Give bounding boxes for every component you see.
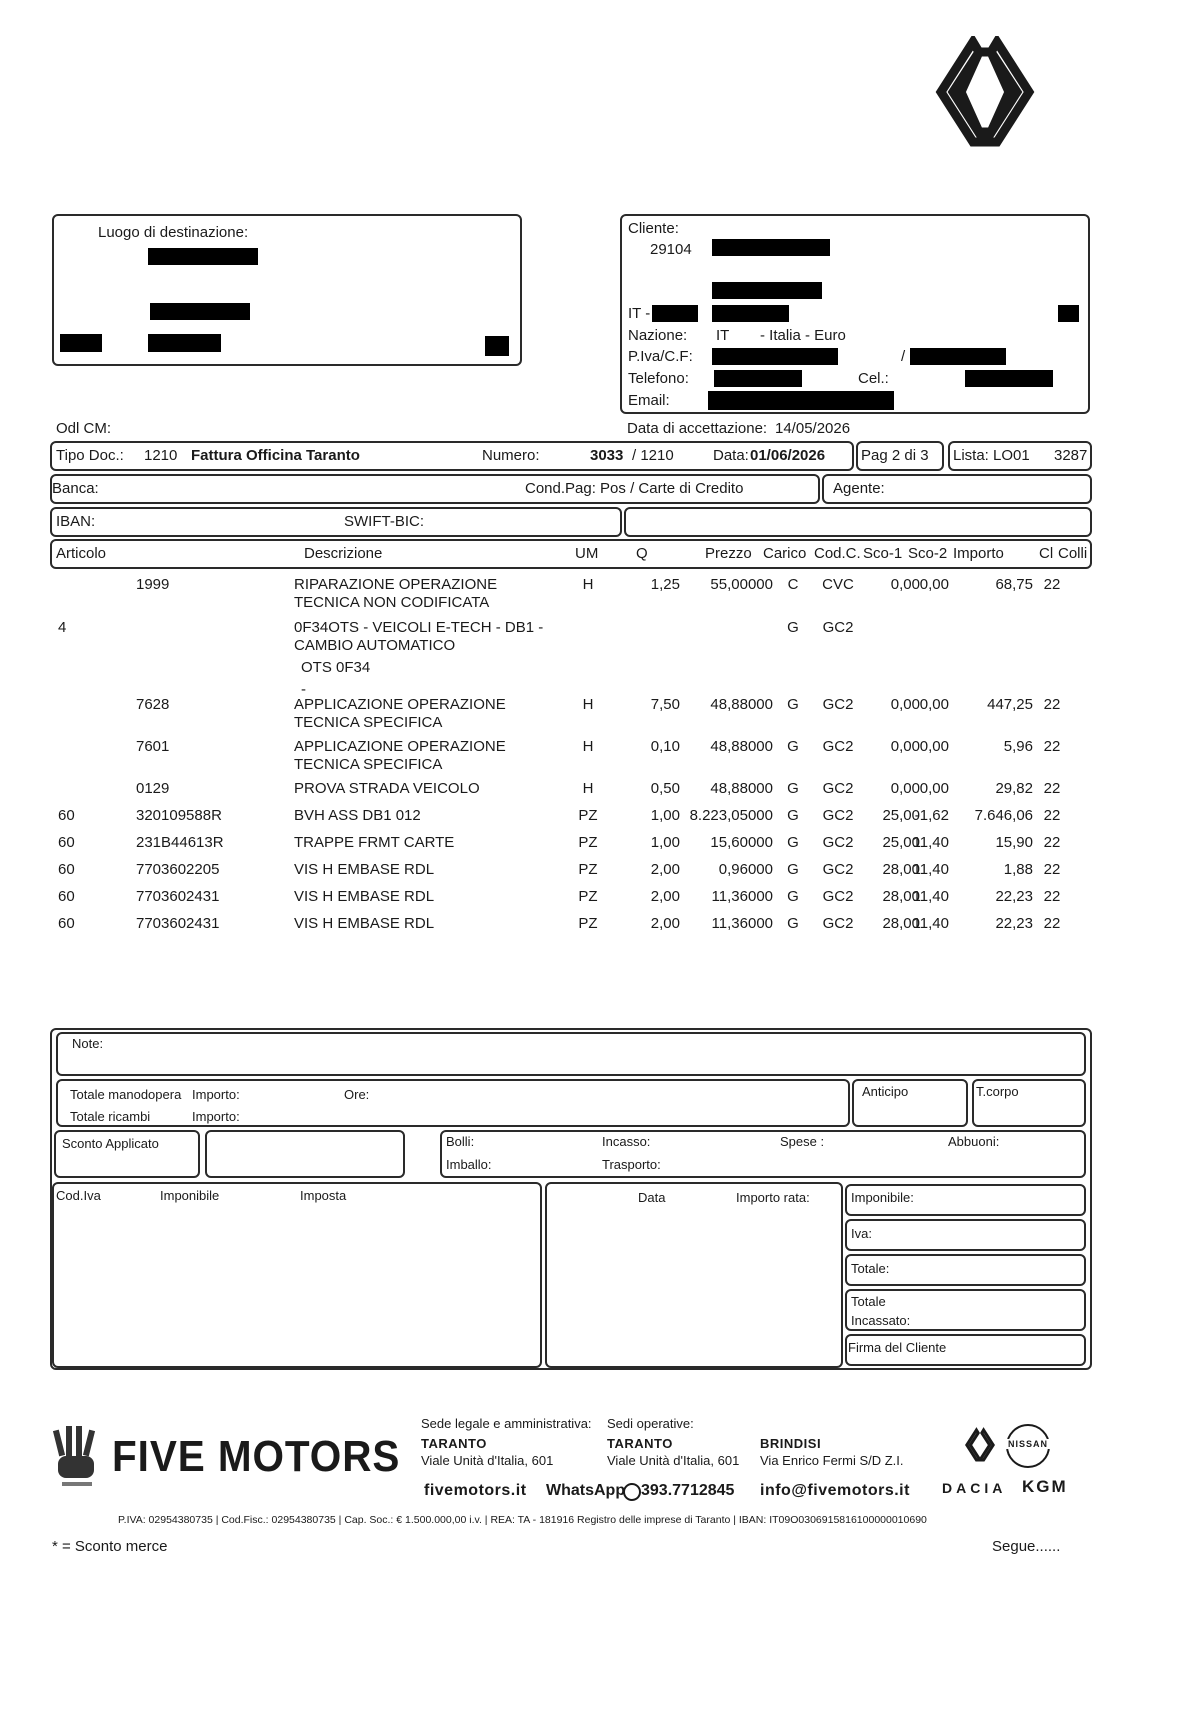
row-carico: G: [787, 888, 799, 905]
row-description: 0F34OTS - VEICOLI E-TECH - DB1 -: [294, 619, 544, 636]
row-description: TRAPPE FRMT CARTE: [294, 834, 455, 851]
importo-rata-label: Importo rata:: [736, 1190, 810, 1205]
row-article: 7703602205: [136, 861, 220, 878]
row-cl: 22: [1043, 861, 1061, 878]
row-um: PZ: [578, 807, 598, 824]
row-description: VIS H EMBASE RDL: [294, 861, 435, 878]
row-carico: G: [787, 696, 799, 713]
abbuoni-label: Abbuoni:: [948, 1134, 1000, 1149]
bolli-label: Bolli:: [446, 1134, 475, 1149]
note-box: [56, 1032, 1086, 1076]
row-article: 7628: [136, 696, 170, 713]
vat-box: [52, 1182, 542, 1368]
continues-label: Segue......: [992, 1538, 1061, 1555]
row-price: 0,96000: [718, 861, 773, 878]
row-codc: GC2: [822, 738, 854, 755]
row-prefix: 60: [58, 807, 75, 824]
bank-label: Banca:: [52, 480, 99, 497]
tot-mano-importo-label: Importo:: [192, 1087, 240, 1102]
row-article: 0129: [136, 780, 170, 797]
odl-label: Odl CM:: [56, 420, 112, 437]
row-importo: 22,23: [995, 915, 1033, 932]
rata-data-label: Data: [638, 1190, 666, 1205]
imposta-label: Imposta: [300, 1188, 347, 1203]
row-article: 7703602431: [136, 888, 220, 905]
nation-value: - Italia - Euro: [760, 327, 846, 344]
lista-label: Lista: LO01: [953, 447, 1030, 464]
row-codc: GC2: [822, 861, 854, 878]
col-header-descrizione: Descrizione: [304, 545, 383, 562]
address-1: Viale Unità d'Italia, 601: [421, 1453, 554, 1468]
summary-iva-box: [845, 1219, 1086, 1251]
row-carico: G: [787, 738, 799, 755]
brand-name: FIVE MOTORS: [112, 1432, 401, 1481]
redacted-block: [910, 348, 1006, 365]
email-label: Email:: [628, 392, 670, 409]
nissan-text: NISSAN: [998, 1439, 1058, 1449]
client-country-prefix: IT -: [628, 305, 651, 322]
row-price: 55,00000: [710, 576, 773, 593]
incasso-label: Incasso:: [602, 1134, 651, 1149]
redacted-block: [60, 334, 102, 352]
row-importo: 447,25: [987, 696, 1033, 713]
row-description: VIS H EMBASE RDL: [294, 888, 435, 905]
row-cl: 22: [1043, 780, 1061, 797]
row-description-line-2: CAMBIO AUTOMATICO: [294, 637, 456, 654]
col-header-sco1: Sco-1: [863, 545, 903, 562]
row-quantity: 2,00: [650, 888, 680, 905]
renault-small-logo-icon: [965, 1426, 995, 1464]
row-price: 48,88000: [710, 738, 773, 755]
row-sconto-2: 11,40: [912, 888, 949, 905]
doc-type-name: Fattura Officina Taranto: [191, 447, 360, 464]
row-price: 48,88000: [710, 696, 773, 713]
row-sconto-2: 11,40: [912, 834, 949, 851]
row-description: BVH ASS DB1 012: [294, 807, 421, 824]
summary-totale-label: Totale:: [851, 1261, 890, 1276]
row-price: 11,36000: [711, 915, 773, 932]
table-row: [0, 807, 1200, 827]
row-carico: G: [787, 619, 799, 636]
nation-label: Nazione:: [628, 327, 688, 344]
table-row: [0, 915, 1200, 935]
dacia-logo: DACIA: [942, 1480, 1007, 1496]
email-link[interactable]: info@fivemotors.it: [760, 1482, 910, 1499]
row-um: PZ: [578, 861, 598, 878]
row-description: PROVA STRADA VEICOLO: [294, 780, 480, 797]
redacted-block: [1058, 305, 1079, 322]
row-carico: G: [787, 861, 799, 878]
piva-separator: /: [901, 348, 906, 365]
row-sconto-2: 11,40: [912, 861, 949, 878]
row-price: 48,88000: [710, 780, 773, 797]
doc-date-value: 01/06/2026: [750, 447, 826, 464]
redacted-block: [652, 305, 698, 322]
col-header-cl: Cl: [1039, 545, 1054, 562]
row-cl: 22: [1043, 738, 1061, 755]
row-quantity: 2,00: [650, 861, 680, 878]
row-prefix: 60: [58, 861, 75, 878]
row-quantity: 1,25: [650, 576, 680, 593]
row-sconto-1: 25,00: [882, 807, 920, 824]
installments-box: [545, 1182, 843, 1368]
row-importo: 22,23: [995, 888, 1033, 905]
website-link[interactable]: fivemotors.it: [424, 1482, 527, 1499]
row-prefix: 60: [58, 834, 75, 851]
col-header-sco2: Sco-2: [908, 545, 948, 562]
row-carico: C: [787, 576, 799, 593]
row-sconto-2: 0,00: [919, 576, 949, 593]
address-2: Viale Unità d'Italia, 601: [607, 1453, 740, 1468]
row-sconto-1: 25,00: [882, 834, 920, 851]
summary-incassato-label-1: Totale: [851, 1294, 886, 1309]
redacted-block: [712, 282, 822, 299]
table-header: [0, 545, 1200, 565]
piva-label: P.Iva/C.F:: [628, 348, 693, 365]
row-cl: 22: [1043, 576, 1061, 593]
row-um: H: [582, 576, 594, 593]
note-label: Note:: [72, 1036, 104, 1051]
row-description: APPLICAZIONE OPERAZIONE: [294, 738, 506, 755]
col-header-importo: Importo: [953, 545, 1004, 562]
five-motors-logo-icon: [50, 1426, 106, 1492]
row-importo: 68,75: [995, 576, 1033, 593]
col-header-q: Q: [636, 545, 648, 562]
whatsapp-phone[interactable]: 393.7712845: [641, 1482, 735, 1499]
row-sconto-1: 0,00: [890, 696, 920, 713]
tot-ricambi-label: Totale ricambi: [70, 1109, 151, 1124]
row-importo: 7.646,06: [974, 807, 1033, 824]
row-sconto-1: 28,00: [882, 861, 920, 878]
row-price: 15,60000: [710, 834, 773, 851]
legal-info: P.IVA: 02954380735 | Cod.Fisc.: 02954380735 | Cap. Soc.: € 1.500.000,00 i.v. | REA: TA - 181916 Registro delle imprese di Taranto | IBAN: IT09O0306915816100000010690: [118, 1514, 927, 1526]
doc-number-label: Numero:: [482, 447, 540, 464]
row-sconto-1: 0,00: [890, 738, 920, 755]
row-um: H: [582, 738, 594, 755]
row-description: VIS H EMBASE RDL: [294, 915, 435, 932]
imballo-label: Imballo:: [446, 1157, 492, 1172]
row-cl: 22: [1043, 888, 1061, 905]
row-price: 11,36000: [711, 888, 773, 905]
row-sconto-2: 11,40: [912, 915, 949, 932]
row-importo: 15,90: [995, 834, 1033, 851]
tcorpo-label: T.corpo: [976, 1084, 1019, 1099]
redacted-block: [712, 239, 830, 256]
row-codc: GC2: [822, 780, 854, 797]
row-um: PZ: [578, 915, 598, 932]
nation-code: IT: [716, 327, 730, 344]
row-prefix: 4: [58, 619, 67, 636]
row-um: PZ: [578, 888, 598, 905]
table-row: [0, 888, 1200, 908]
row-prefix: 60: [58, 915, 75, 932]
row-sconto-1: 28,00: [882, 888, 920, 905]
col-header-articolo: Articolo: [56, 545, 107, 562]
tot-mano-label: Totale manodopera: [70, 1087, 182, 1102]
row-um: H: [582, 780, 594, 797]
table-row: [0, 576, 1200, 611]
row-codc: GC2: [822, 696, 854, 713]
anticipo-label: Anticipo: [862, 1084, 909, 1099]
row-codc: GC2: [822, 834, 854, 851]
table-row: [0, 780, 1200, 800]
sconto-label: Sconto Applicato: [62, 1136, 159, 1151]
row-quantity: 1,00: [650, 807, 680, 824]
row-cl: 22: [1043, 696, 1061, 713]
row-article: 1999: [136, 576, 170, 593]
row-description-line-2: TECNICA SPECIFICA: [294, 714, 443, 731]
redacted-block: [712, 305, 789, 322]
col-header-carico: Carico: [763, 545, 807, 562]
table-row: [0, 834, 1200, 854]
trasporto-label: Trasporto:: [602, 1157, 661, 1172]
row-sconto-2: 0,00: [919, 696, 949, 713]
row-carico: G: [787, 807, 799, 824]
table-row: [0, 861, 1200, 881]
doc-date-label: Data:: [713, 447, 749, 464]
legend-note: * = Sconto merce: [52, 1538, 168, 1555]
swift-label: SWIFT-BIC:: [344, 513, 424, 530]
doc-type-label: Tipo Doc.:: [56, 447, 124, 464]
redacted-block: [712, 348, 838, 365]
row-sconto-1: 0,00: [890, 780, 920, 797]
acceptance-label: Data di accettazione:: [627, 420, 768, 437]
row-quantity: 0,10: [650, 738, 680, 755]
table-row: [0, 619, 1200, 698]
row-cl: 22: [1043, 915, 1061, 932]
cell-label: Cel.:: [858, 370, 889, 387]
table-row: [0, 696, 1200, 731]
lista-value: 3287: [1054, 447, 1088, 464]
iban-right-box: [624, 507, 1092, 537]
row-quantity: 2,00: [650, 915, 680, 932]
renault-logo-icon: [935, 36, 1035, 148]
redacted-block: [150, 303, 250, 320]
redacted-block: [965, 370, 1053, 387]
redacted-block: [148, 248, 258, 265]
row-article: 231B44613R: [136, 834, 224, 851]
redacted-block: [485, 336, 509, 356]
page-indicator: Pag 2 di 3: [861, 447, 929, 464]
row-cl: 22: [1043, 807, 1061, 824]
row-sconto-2: 0,00: [919, 780, 949, 797]
row-importo: 1,88: [1003, 861, 1033, 878]
sede-legale-label: Sede legale e amministrativa:: [421, 1416, 592, 1431]
tot-ricambi-importo-label: Importo:: [192, 1109, 240, 1124]
kgm-logo: KGM: [1022, 1477, 1068, 1496]
row-um: PZ: [578, 834, 598, 851]
row-importo: 29,82: [995, 780, 1033, 797]
row-um: H: [582, 696, 594, 713]
redacted-block: [708, 391, 894, 410]
row-codc: GC2: [822, 619, 854, 636]
row-description-line-4: -: [301, 681, 306, 698]
payment-conditions: Cond.Pag: Pos / Carte di Credito: [525, 480, 744, 497]
row-importo: 5,96: [1003, 738, 1033, 755]
whatsapp-label: WhatsApp: [546, 1482, 626, 1499]
row-carico: G: [787, 834, 799, 851]
acceptance-date: 14/05/2026: [775, 420, 851, 437]
row-description-line-2: TECNICA SPECIFICA: [294, 756, 443, 773]
row-codc: GC2: [822, 888, 854, 905]
row-article: 320109588R: [136, 807, 222, 824]
imponibile-col-label: Imponibile: [160, 1188, 220, 1203]
row-carico: G: [787, 915, 799, 932]
codiva-label: Cod.Iva: [56, 1188, 101, 1203]
doc-number-value: 3033: [590, 447, 624, 464]
row-prefix: 60: [58, 888, 75, 905]
sedi-operative-label: Sedi operative:: [607, 1416, 694, 1431]
row-quantity: 7,50: [650, 696, 680, 713]
row-description-line-3: OTS 0F34: [301, 659, 371, 676]
row-price: 8.223,05000: [689, 807, 773, 824]
col-header-um: UM: [575, 545, 599, 562]
city-3: BRINDISI: [760, 1436, 822, 1451]
redacted-block: [148, 334, 221, 352]
col-header-colli: Colli: [1058, 545, 1088, 562]
summary-iva-label: Iva:: [851, 1226, 872, 1241]
signature-label: Firma del Cliente: [848, 1340, 947, 1355]
row-description-line-2: TECNICA NON CODIFICATA: [294, 594, 490, 611]
row-sconto-2: 0,00: [919, 738, 949, 755]
row-description: RIPARAZIONE OPERAZIONE: [294, 576, 498, 593]
row-sconto-1: 0,00: [890, 576, 920, 593]
iban-label: IBAN:: [56, 513, 96, 530]
summary-imponibile-label: Imponibile:: [851, 1190, 914, 1205]
row-description: APPLICAZIONE OPERAZIONE: [294, 696, 506, 713]
address-3: Via Enrico Fermi S/D Z.I.: [760, 1453, 904, 1468]
city-1: TARANTO: [421, 1436, 487, 1451]
row-article: 7703602431: [136, 915, 220, 932]
whatsapp-icon: [623, 1483, 641, 1501]
city-2: TARANTO: [607, 1436, 673, 1451]
destination-label: Luogo di destinazione:: [98, 224, 249, 241]
phone-label: Telefono:: [628, 370, 689, 387]
ore-label: Ore:: [344, 1087, 370, 1102]
spese-label: Spese :: [780, 1134, 825, 1149]
row-cl: 22: [1043, 834, 1061, 851]
table-row: [0, 738, 1200, 773]
sconto-value-box: [205, 1130, 405, 1178]
row-article: 7601: [136, 738, 170, 755]
summary-incassato-label-2: Incassato:: [851, 1313, 911, 1328]
row-sconto-1: 28,00: [882, 915, 920, 932]
redacted-block: [714, 370, 802, 387]
row-codc: CVC: [822, 576, 854, 593]
row-codc: GC2: [822, 807, 854, 824]
agent-label: Agente:: [833, 480, 885, 497]
row-quantity: 1,00: [650, 834, 680, 851]
doc-number-suffix: / 1210: [632, 447, 674, 464]
col-header-codc: Cod.C.: [814, 545, 861, 562]
doc-type-code: 1210: [144, 447, 178, 464]
row-sconto-2: -1,62: [914, 807, 949, 824]
row-codc: GC2: [822, 915, 854, 932]
client-code: 29104: [650, 241, 692, 258]
client-label: Cliente:: [628, 220, 679, 237]
row-carico: G: [787, 780, 799, 797]
iban-box: [50, 507, 622, 537]
col-header-prezzo: Prezzo: [705, 545, 752, 562]
row-quantity: 0,50: [650, 780, 680, 797]
